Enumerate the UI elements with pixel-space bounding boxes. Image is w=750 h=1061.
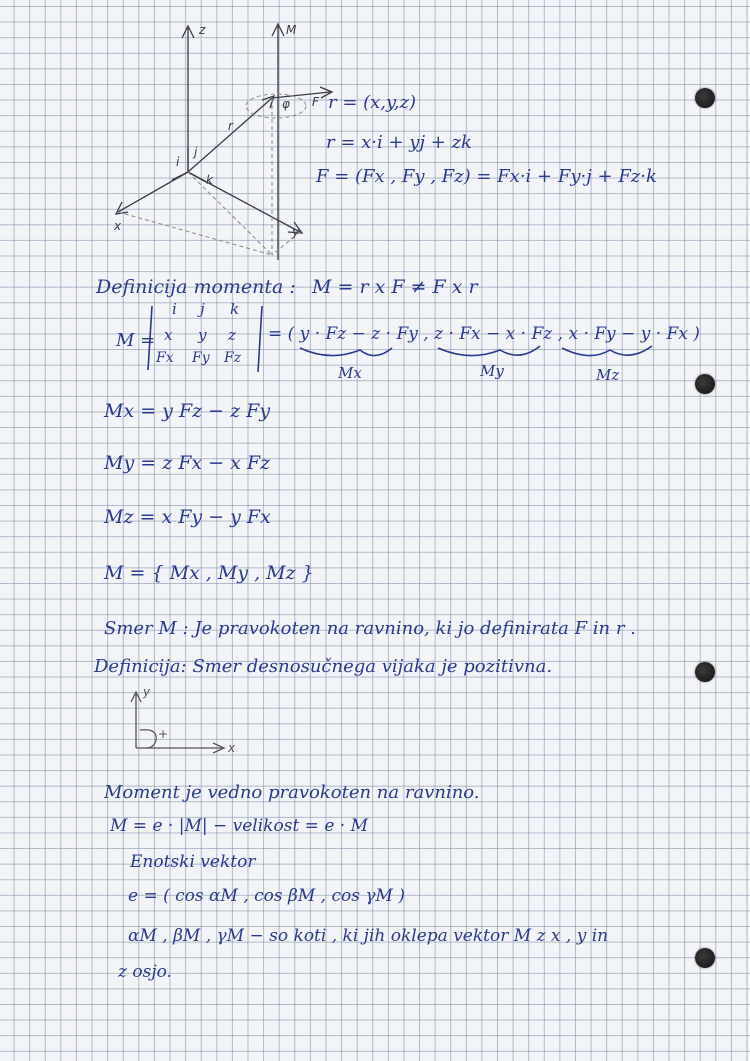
unit-label-j: j [194,145,198,159]
axis-label-y: y [292,225,300,239]
binder-hole [695,948,715,968]
small-axis-y: y [143,685,151,699]
det-row1-col3: k [230,300,240,318]
bottom-line-5: αM , βM , γM − so koti , ki jih oklepa vektor M z x , y in [128,926,609,946]
component-mx: Mx = y Fz − z Fy [104,400,271,422]
det-row2-col3: z [228,326,236,344]
det-row3-col1: Fx [156,350,174,366]
underbrace-label-mx: Mx [338,364,362,382]
det-row3-col3: Fz [224,350,242,366]
determinant-lhs: M = [116,330,156,351]
moment-heading: Definicija momenta : [96,276,296,298]
moment-formula: M = r x F ≠ F x r [312,276,478,298]
underbrace-label-my: My [480,362,504,380]
unit-label-k: k [206,173,213,187]
angle-label-phi: φ [282,97,290,111]
axis-label-m: M [286,23,297,37]
component-mz: Mz = x Fy − y Fx [104,506,271,528]
direction-text: Smer M : Je pravokoten na ravnino, ki jo definirata F in r . [104,618,636,639]
bottom-line-4: e = ( cos αM , cos βM , cos γM ) [128,886,405,906]
definition-text: Definicija: Smer desnosučnega vijaka je pozitivna. [94,656,553,677]
det-row1-col2: j [200,300,205,318]
det-row1-col1: i [172,300,177,318]
det-row3-col2: Fy [192,350,210,366]
component-my: My = z Fx − x Fz [104,452,271,474]
vector-label-r: r [228,119,233,133]
small-axis-x: x [228,741,236,755]
vector-label-f: F [312,95,319,109]
def-r-components: r = x·i + yj + zk [326,132,472,153]
bottom-line-2: M = e · |M| − velikost = e · M [110,816,369,836]
bottom-line-6: z osjo. [118,962,172,982]
def-r-xyz: r = (x,y,z) [328,92,417,113]
rotation-plus: + [158,727,169,741]
unit-label-i: i [176,155,180,169]
det-row2-col1: x [164,326,173,344]
bottom-line-3: Enotski vektor [130,852,256,872]
underbrace-label-mz: Mz [596,366,620,384]
det-row2-col2: y [198,326,207,344]
axis-label-x: x [114,219,122,233]
def-f-components: F = (Fx , Fy , Fz) = Fx·i + Fy·j + Fz·k [316,166,657,187]
component-m: M = { Mx , My , Mz } [104,562,314,584]
determinant-result: = ( y · Fz − z · Fy , z · Fx − x · Fz , x · Fy − y · Fx ) [268,324,700,344]
bottom-line-1: Moment je vedno pravokoten na ravnino. [104,782,480,803]
axis-label-z: z [199,23,206,37]
